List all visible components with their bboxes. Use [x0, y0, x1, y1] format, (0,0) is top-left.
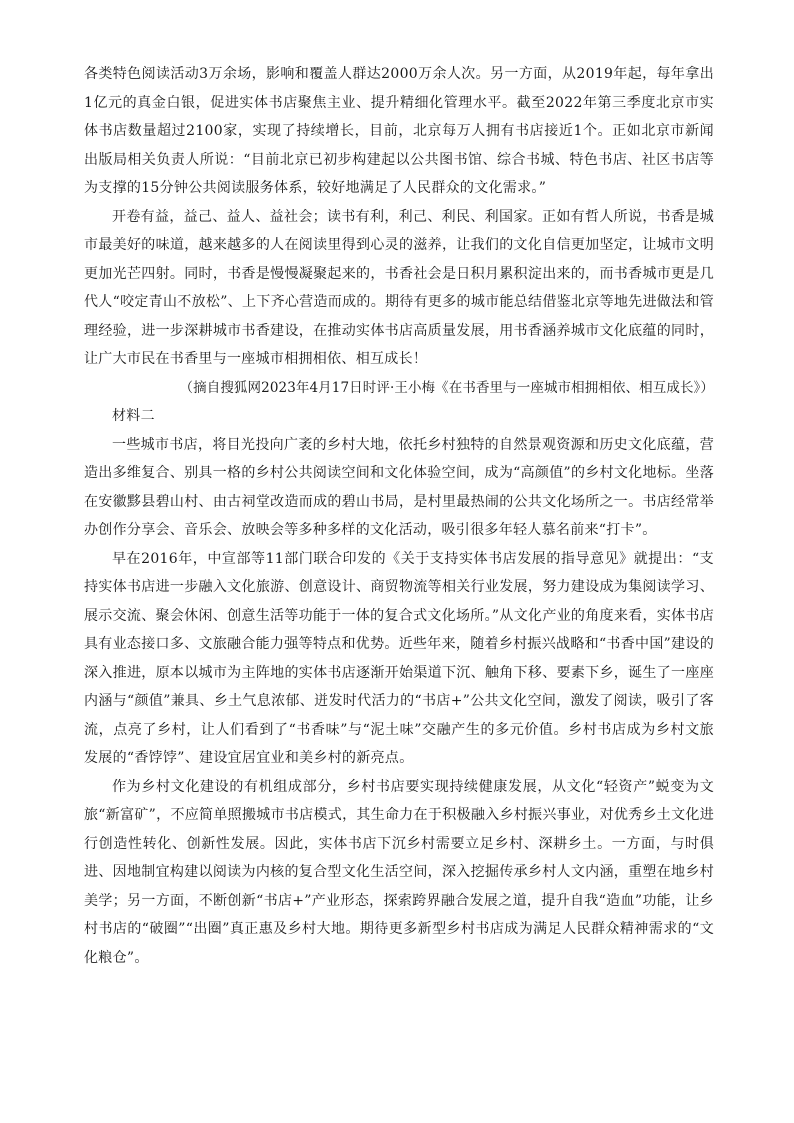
document-body: [84, 60, 714, 972]
paragraph-rural-bookstores: 一些城市书店，将目光投向广袤的乡村大地，依托乡村独特的自然景观资源和历史文化底蕴，营造出多维复合、别具一格的乡村公共阅读空间和文化体验空间，成为“高颜值”的乡村文化地标。坐落在安徽黟县碧山村、由古祠堂改造而成的碧山书局，是村里最热闹的公共文化场所之一。书店经常举办创作分享会、音乐会、放映会等多种多样的文化活动，吸引很多年轻人慕名前来“打卡”。: [84, 436, 714, 538]
source-citation: （摘自搜狐网2023年4月17日时评·王小梅《在书香里与一座城市相拥相依、相互成长》）: [179, 379, 714, 396]
section-heading: 材料二: [112, 408, 155, 424]
paragraph-policy-guidance: 早在2016年，中宣部等11部门联合印发的《关于支持实体书店发展的指导意见》就提出：“支持实体书店进一步融入文化旅游、创意设计、商贸物流等相关行业发展，努力建设成为集阅读学习、展示交流、聚会休闲、创意生活等功能于一体的复合式文化场所。”从文化产业的角度来看，实体书店具有业态接口多、文旅融合能力强等特点和优势。近些年来，随着乡村振兴战略和“书香中国”建设的深入推进，原本以城市为主阵地的实体书店逐渐开始渠道下沉、触角下移、要素下乡，诞生了一座座内涵与“颜值”兼具、乡土气息浓郁、迸发时代活力的“书店+”公共文化空间，激发了阅读，吸引了客流，点亮了乡村，让人们看到了“书香味”与“泥土味”交融产生的多元价值。乡村书店成为乡村文旅发展的“香饽饽”、建设宜居宜业和美乡村的新亮点。: [84, 550, 714, 766]
paragraph-continuation: 各类特色阅读活动3万余场，影响和覆盖人群达2000万余人次。另一方面，从2019年起，每年拿出1亿元的真金白银，促进实体书店聚焦主业、提升精细化管理水平。截至2022年第三季度北京市实体书店数量超过2100家，实现了持续增长，目前，北京每万人拥有书店接近1个。正如北京市新闻出版局相关负责人所说：“目前北京已初步构建起以公共图书馆、综合书城、特色书店、社区书店等为支撑的15分钟公共阅读服务体系，较好地满足了人民群众的文化需求。”: [84, 66, 714, 196]
paragraph-conclusion: 开卷有益，益己、益人、益社会；读书有利，利己、利民、利国家。正如有哲人所说，书香是城市最美好的味道，越来越多的人在阅读里得到心灵的滋养，让我们的文化自信更加坚定，让城市文明更加光芒四射。同时，书香是慢慢凝聚起来的，书香社会是日积月累积淀出来的，而书香城市更是几代人“咬定青山不放松”、上下齐心营造而成的。期待有更多的城市能总结借鉴北京等地先进做法和管理经验，进一步深耕城市书香建设，在推动实体书店高质量发展，用书香涵养城市文化底蕴的同时，让广大市民在书香里与一座城市相拥相依、相互成长！: [84, 208, 714, 367]
paragraph-sustainable-development: 作为乡村文化建设的有机组成部分，乡村书店要实现持续健康发展，从文化“轻资产”蜕变为文旅“新富矿”，不应简单照搬城市书店模式，其生命力在于积极融入乡村振兴事业，对优秀乡土文化进行创造性转化、创新性发展。因此，实体书店下沉乡村需要立足乡村、深耕乡土。一方面，与时俱进、因地制宜构建以阅读为内核的复合型文化生活空间，深入挖掘传承乡村人文内涵，重塑在地乡村美学；另一方面，不断创新“书店+”产业形态，探索跨界融合发展之道，提升自我“造血”功能，让乡村书店的“破圈”“出圈”真正惠及乡村大地。期待更多新型乡村书店成为满足人民群众精神需求的“文化粮仓”。: [84, 778, 714, 966]
